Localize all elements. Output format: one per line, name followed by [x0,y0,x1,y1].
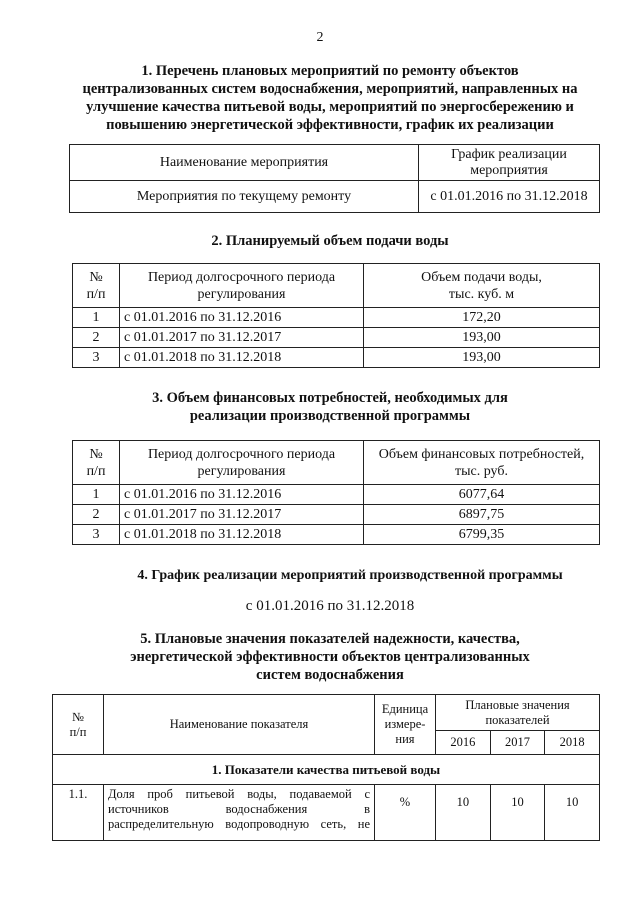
header-finance-line: тыс. руб. [455,463,508,479]
row-value-2017: 10 [490,785,545,841]
header-year: 2017 [490,731,545,755]
row-value: 6799,35 [364,525,600,545]
header-volume-line: тыс. куб. м [448,286,515,302]
header-unit [375,695,436,755]
indicator-name-line: Доля проб питьевой воды, подаваемой с [108,787,370,801]
row-value-2016: 10 [436,785,491,841]
header-num [53,695,104,755]
table-header-row [53,695,600,731]
row-period: с 01.01.2016 по 31.12.2016 [120,308,364,328]
section4-title: 4. График реализации мероприятий производственной программы [137,568,563,583]
header-volume [364,264,600,308]
section5-title-line: энергетической эффективности объектов централизованных [130,649,530,665]
section2-title: 2. Планируемый объем подачи воды [211,233,449,249]
header-period-line: регулирования [197,463,286,479]
header-planned-line: Плановые значения [465,697,570,712]
table-row [73,525,600,545]
section3-title [60,389,600,425]
row-value: 193,00 [364,328,600,348]
group-title: 1. Показатели качества питьевой воды [53,755,600,785]
header-num [73,264,120,308]
section5-title [60,630,600,684]
table-row [73,348,600,368]
row-period: с 01.01.2018 по 31.12.2018 [120,525,364,545]
header-year: 2018 [545,731,600,755]
row-value: 6897,75 [364,505,600,525]
header-finance-line: Объем финансовых потребностей, [378,446,585,462]
header-planned-line: показателей [485,712,550,727]
row-unit: % [375,785,436,841]
activity-schedule-cell: с 01.01.2016 по 31.12.2018 [419,181,600,213]
header-volume-line: Объем подачи воды, [421,269,542,285]
table-row [73,328,600,348]
header-period [120,441,364,485]
section3-title-line: реализации производственной программы [189,408,471,424]
header-year: 2016 [436,731,491,755]
header-unit-line: Единица [381,702,429,716]
table-row [73,485,600,505]
section5-title-line: 5. Плановые значения показателей надежности, качества, [140,631,520,647]
header-planned-values [436,695,600,731]
row-value-2018: 10 [545,785,600,841]
indicators-table [52,694,600,841]
row-num: 3 [73,525,120,545]
row-num: 2 [73,328,120,348]
indicator-name-line: источников водоснабжения в [108,802,370,816]
header-schedule: График реализации мероприятия [419,145,600,181]
section5-title-line: систем водоснабжения [256,667,404,683]
financial-needs-table [72,440,600,545]
row-period: с 01.01.2017 по 31.12.2017 [120,505,364,525]
table-header-row [73,264,600,308]
page-number: 2 [316,30,324,45]
row-value: 172,20 [364,308,600,328]
table-header-row [73,441,600,485]
header-finance [364,441,600,485]
water-supply-table [72,263,600,368]
section1-title-line: централизованных систем водоснабжения, мероприятий, направленных на [82,81,578,97]
row-period: с 01.01.2017 по 31.12.2017 [120,328,364,348]
section1-title-line: 1. Перечень плановых мероприятий по ремонту объектов [141,63,519,79]
header-num-line: № [72,709,84,724]
header-indicator-name: Наименование показателя [104,695,375,755]
table-row [53,785,600,841]
header-period [120,264,364,308]
indicator-name-line: распределительную водопроводную сеть, не [108,817,370,831]
table-header-row [70,145,600,181]
section1-title-line: повышению энергетической эффективности, график их реализации [106,117,554,133]
row-period: с 01.01.2016 по 31.12.2016 [120,485,364,505]
row-value: 193,00 [364,348,600,368]
activity-name-cell: Мероприятия по текущему ремонту [70,181,419,213]
header-num-line: п/п [86,463,106,479]
row-num: 1 [73,485,120,505]
row-value: 6077,64 [364,485,600,505]
header-unit-line: измере- [384,717,426,731]
header-num [73,441,120,485]
table-row [73,308,600,328]
header-period-line: Период долгосрочного периода [147,446,336,462]
activities-table [69,144,600,213]
table-row [73,505,600,525]
row-period: с 01.01.2018 по 31.12.2018 [120,348,364,368]
row-num: 1.1. [53,785,104,841]
row-indicator-name [104,785,375,841]
header-unit-line: ния [395,732,415,746]
table-group-row [53,755,600,785]
row-num: 1 [73,308,120,328]
row-num: 2 [73,505,120,525]
header-num-line: № [89,269,103,285]
section1-title [60,62,600,134]
header-activity-name: Наименование мероприятия [70,145,419,181]
section3-title-line: 3. Объем финансовых потребностей, необходимых для [152,390,508,406]
section1-title-line: улучшение качества питьевой воды, мероприятий по энергосбережению и [86,99,574,115]
table-row [70,181,600,213]
section4-period: с 01.01.2016 по 31.12.2018 [245,598,415,614]
row-num: 3 [73,348,120,368]
header-num-line: № [89,446,103,462]
header-num-line: п/п [69,724,87,739]
header-period-line: Период долгосрочного периода [147,269,336,285]
header-num-line: п/п [86,286,106,302]
header-period-line: регулирования [197,286,286,302]
